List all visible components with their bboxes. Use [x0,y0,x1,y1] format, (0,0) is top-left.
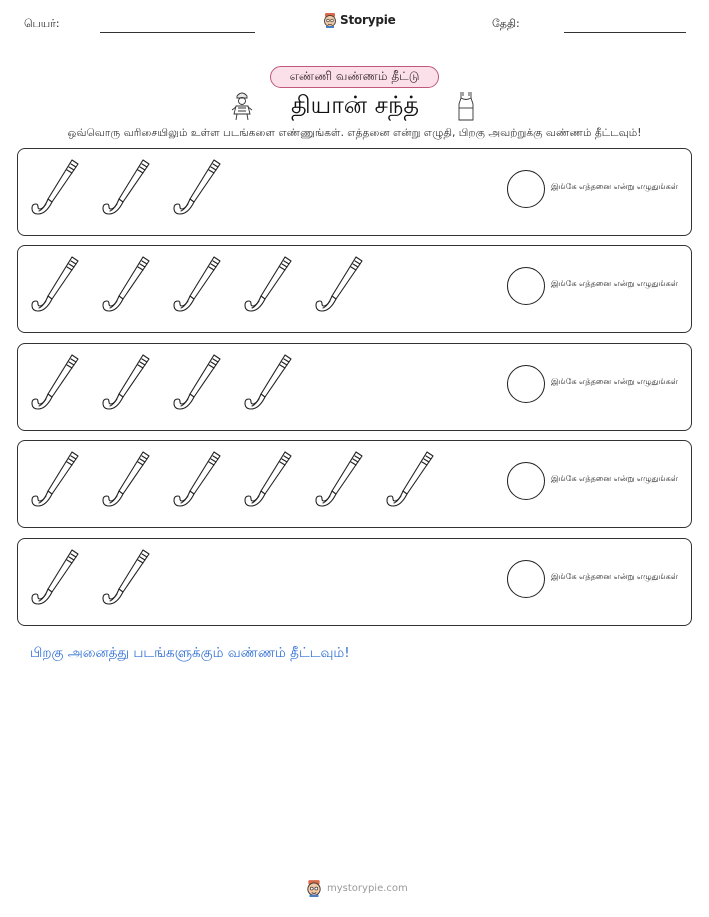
answer-circle[interactable] [507,462,545,500]
footer-brand [306,879,408,897]
hockey-stick-icon [243,255,295,317]
footer-note: பிறகு அனைத்து படங்களுக்கும் வண்ணம் தீட்டவும்! [30,645,350,661]
hockey-stick-icon [30,255,82,317]
jersey-icon [454,90,478,122]
name-line[interactable] [100,32,255,33]
storypie-mascot-icon [306,879,322,897]
hockey-stick-icon [101,158,153,220]
instructions: ஒவ்வொரு வரிசையிலும் உள்ள படங்களை எண்ணுங்கள். எத்தனை என்று எழுதி, பிறகு அவற்றுக்கு வண்ணம் தீட்டவும்! [67,127,642,139]
hockey-stick-icon [314,450,366,512]
answer-label: இங்கே எத்தனை என்று எழுதுங்கள் [551,182,678,191]
footer-site: mystorypie.com [327,882,408,894]
hockey-stick-icon [101,450,153,512]
hockey-stick-icon [172,255,224,317]
hockey-stick-icon [243,353,295,415]
page-title: தியான் சந்த் [290,91,419,119]
date-line[interactable] [564,32,686,33]
hockey-player-icon [228,88,256,122]
answer-circle[interactable] [507,267,545,305]
hockey-stick-icon [101,548,153,610]
answer-label: இங்கே எத்தனை என்று எழுதுங்கள் [551,279,678,288]
hockey-stick-icon [30,548,82,610]
hockey-stick-icon [172,353,224,415]
name-label: பெயர்: [24,17,60,30]
hockey-stick-icon [30,450,82,512]
counting-row [17,440,692,528]
answer-circle[interactable] [507,170,545,208]
hockey-stick-icon [243,450,295,512]
hockey-stick-icon [172,450,224,512]
counting-row [17,148,692,236]
answer-circle[interactable] [507,365,545,403]
answer-label: இங்கே எத்தனை என்று எழுதுங்கள் [551,377,678,386]
counting-row [17,538,692,626]
hockey-stick-icon [101,255,153,317]
answer-label: இங்கே எத்தனை என்று எழுதுங்கள் [551,572,678,581]
hockey-stick-icon [30,353,82,415]
hockey-stick-icon [30,158,82,220]
hockey-stick-icon [385,450,437,512]
brand-name: Storypie [340,13,396,27]
answer-label: இங்கே எத்தனை என்று எழுதுங்கள் [551,474,678,483]
date-label: தேதி: [492,17,520,30]
hockey-stick-icon [172,158,224,220]
counting-row [17,343,692,431]
counting-row [17,245,692,333]
storypie-logo [323,12,396,28]
hockey-stick-icon [101,353,153,415]
activity-badge: எண்ணி வண்ணம் தீட்டு [270,66,439,88]
answer-circle[interactable] [507,560,545,598]
hockey-stick-icon [314,255,366,317]
storypie-mascot-icon [323,12,337,28]
